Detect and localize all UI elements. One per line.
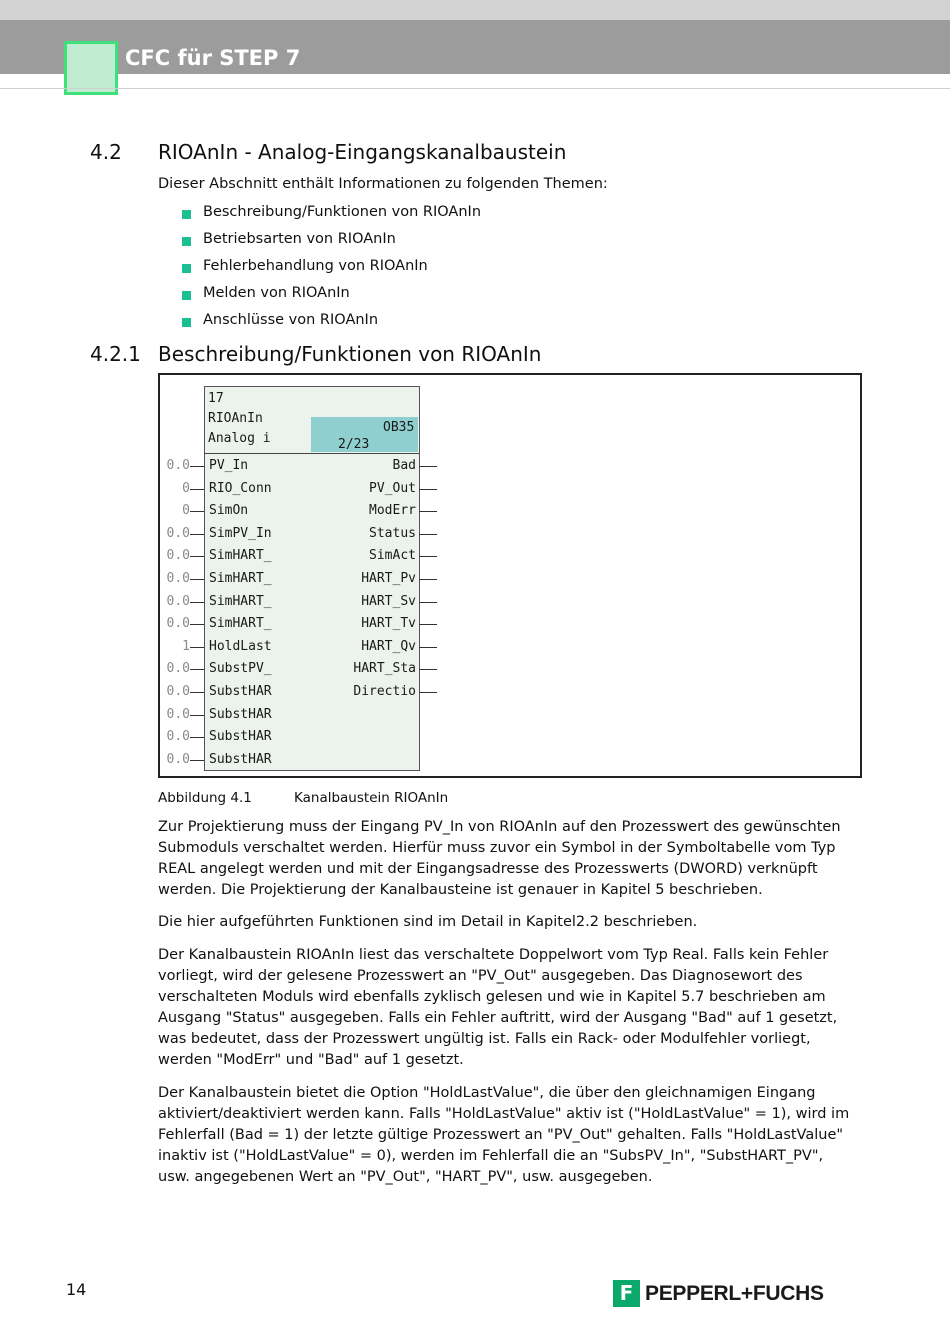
input-pin-connector [190,737,204,738]
input-pin-label: SimHART_ [209,593,272,609]
topic-item [182,312,481,339]
paragraph: Der Kanalbaustein bietet die Option "HoldLastValue", die über den gleichnamigen Eingang aktiviert/deaktiviert werden kann. Falls "HoldLastValue" aktiv ist ("HoldLastValue" = 1), wird im Fehlerfall (Bad = 1) der letzte gültige Prozesswert an "PV_Out" gehalten. Falls "HoldLastValue" inaktiv ist ("HoldLastValue" = 0), werden im Fehlerfall die an "SubsPV_In", "SubstHART_PV", usw. angegebenen Wert an "PV_Out", "HART_PV", usw. ausgegeben. [158,1085,850,1185]
input-pin-value: 0.0 [166,458,190,473]
output-pin-label: PV_Out [369,480,416,496]
input-pin-connector [190,511,204,512]
input-pin-connector [190,669,204,670]
output-pin-connector [419,466,437,467]
input-pin-value: 0 [182,480,190,496]
output-pin-label: HART_Tv [361,616,416,632]
bullet-square-icon [182,210,191,219]
input-pin-value: 1 [182,638,190,654]
input-pin-value: 0.0 [166,751,190,767]
input-pin-value: 0.0 [166,616,190,632]
topic-list [182,204,481,339]
paragraph: Der Kanalbaustein RIOAnIn liest das verschaltete Doppelwort vom Typ Real. Falls kein Fehler vorliegt, wird der gelesene Prozesswert an "PV_Out" ausgegeben. Das Diagnosewort des verschalteten Moduls wird ebenfalls zyklisch gelesen und wie in Kapitel 5.7 beschrieben am Ausgang "Status" ausgegeben. Falls ein Fehler auftritt, wird der Ausgang "Bad" auf 1 gesetzt, was bedeutet, dass der Prozesswert ungültig ist. Falls ein Rack- oder Modulfehler vorliegt, werden "ModErr" und "Bad" auf 1 gesetzt. [158,947,838,1068]
output-pin-connector [419,534,437,535]
header-title: CFC für STEP 7 [125,46,301,70]
topic-label: Fehlerbehandlung von RIOAnIn [203,258,428,274]
page-header [0,20,950,74]
bullet-square-icon [182,318,191,327]
topic-item [182,204,481,231]
topic-label: Beschreibung/Funktionen von RIOAnIn [203,204,482,220]
output-pin-connector [419,556,437,557]
output-pin-label: ModErr [369,503,416,519]
input-pin-label: SubstPV_ [209,661,272,677]
input-pin-value: 0.0 [166,684,190,699]
output-pin-connector [419,624,437,625]
section-title: RIOAnIn - Analog-Eingangskanalbaustein [158,140,567,164]
paragraph: Die hier aufgeführten Funktionen sind im Detail in Kapitel2.2 beschrieben. [158,914,698,930]
input-pin-value: 0.0 [166,706,190,722]
input-pin-connector [190,556,204,557]
input-pin-connector [190,624,204,625]
header-divider [0,88,950,89]
input-pin-connector [190,692,204,693]
top-strip [0,0,950,20]
input-pin-value: 0.0 [166,571,190,586]
output-pin-label: Bad [392,458,416,473]
input-pin-label: SimHART_ [209,571,272,586]
input-pin-label: RIO_Conn [209,480,272,496]
input-pin-label: SimPV_In [209,525,272,541]
input-pin-value: 0.0 [166,593,190,609]
bullet-square-icon [182,264,191,273]
output-pin-connector [419,647,437,648]
block-sequence: 2/23 [338,437,370,452]
input-pin-label: SubstHAR [209,706,272,722]
topic-label: Melden von RIOAnIn [203,285,350,301]
output-pin-connector [419,692,437,693]
logo-mark-icon: F [613,1280,640,1307]
input-pin-connector [190,647,204,648]
output-pin-label: HART_Sv [361,593,416,609]
block-number: 17 [208,391,224,406]
output-pin-label: SimAct [369,548,416,564]
page-number: 14 [66,1280,87,1299]
input-pin-connector [190,579,204,580]
input-pin-label: PV_In [209,458,249,473]
input-pin-connector [190,489,204,490]
input-pin-label: SimHART_ [209,616,272,632]
topic-item [182,258,481,285]
bullet-square-icon [182,237,191,246]
input-pin-value: 0.0 [166,525,190,541]
subsection-title: Beschreibung/Funktionen von RIOAnIn [158,342,542,366]
output-pin-connector [419,579,437,580]
output-pin-label: HART_Qv [361,638,416,654]
section-intro: Dieser Abschnitt enthält Informationen zu folgenden Themen: [158,176,608,192]
input-pin-label: SubstHAR [209,684,272,699]
input-pin-value: 0.0 [166,548,190,564]
input-pin-connector [190,602,204,603]
topic-item [182,231,481,258]
block-ob: OB35 [383,420,415,435]
output-pin-connector [419,511,437,512]
section-number: 4.2 [90,140,122,164]
output-pin-label: Status [369,525,416,541]
input-pin-value: 0 [182,503,190,519]
paragraph: Zur Projektierung muss der Eingang PV_In von RIOAnIn auf den Prozesswert des gewünschten Submoduls verschaltet werden. Hierfür muss zuvor ein Symbol in der Symboltabelle vom Typ REAL angelegt werden und mit der Eingangsadresse des Prozesswerts (DWORD) verknüpft werden. Die Projektierung der Kanalbausteine ist genauer in Kapitel 5 beschrieben. [158,819,841,898]
input-pin-label: SimHART_ [209,548,272,564]
input-pin-connector [190,534,204,535]
input-pin-label: SubstHAR [209,729,272,745]
input-pin-label: HoldLast [209,638,272,654]
topic-label: Anschlüsse von RIOAnIn [203,312,379,328]
topic-label: Betriebsarten von RIOAnIn [203,231,396,247]
input-pin-value: 0.0 [166,661,190,677]
subsection-number: 4.2.1 [90,342,141,366]
input-pin-connector [190,466,204,467]
block-header-divider [204,453,419,454]
header-marker [64,41,118,95]
logo-text: PEPPERL+FUCHS [645,1282,824,1305]
output-pin-label: Directio [353,684,416,699]
input-pin-label: SubstHAR [209,751,272,767]
input-pin-label: SimOn [209,503,249,519]
figure-caption-label: Abbildung 4.1 [158,790,252,806]
output-pin-connector [419,669,437,670]
block-name: RIOAnIn [208,411,263,426]
bullet-square-icon [182,291,191,300]
figure-caption-text: Kanalbaustein RIOAnIn [294,790,449,806]
input-pin-connector [190,760,204,761]
input-pin-connector [190,715,204,716]
output-pin-label: HART_Sta [353,661,416,677]
output-pin-connector [419,602,437,603]
block-comment: Analog i [208,431,271,446]
output-pin-label: HART_Pv [361,571,416,586]
output-pin-connector [419,489,437,490]
input-pin-value: 0.0 [166,729,190,745]
topic-item [182,285,481,312]
